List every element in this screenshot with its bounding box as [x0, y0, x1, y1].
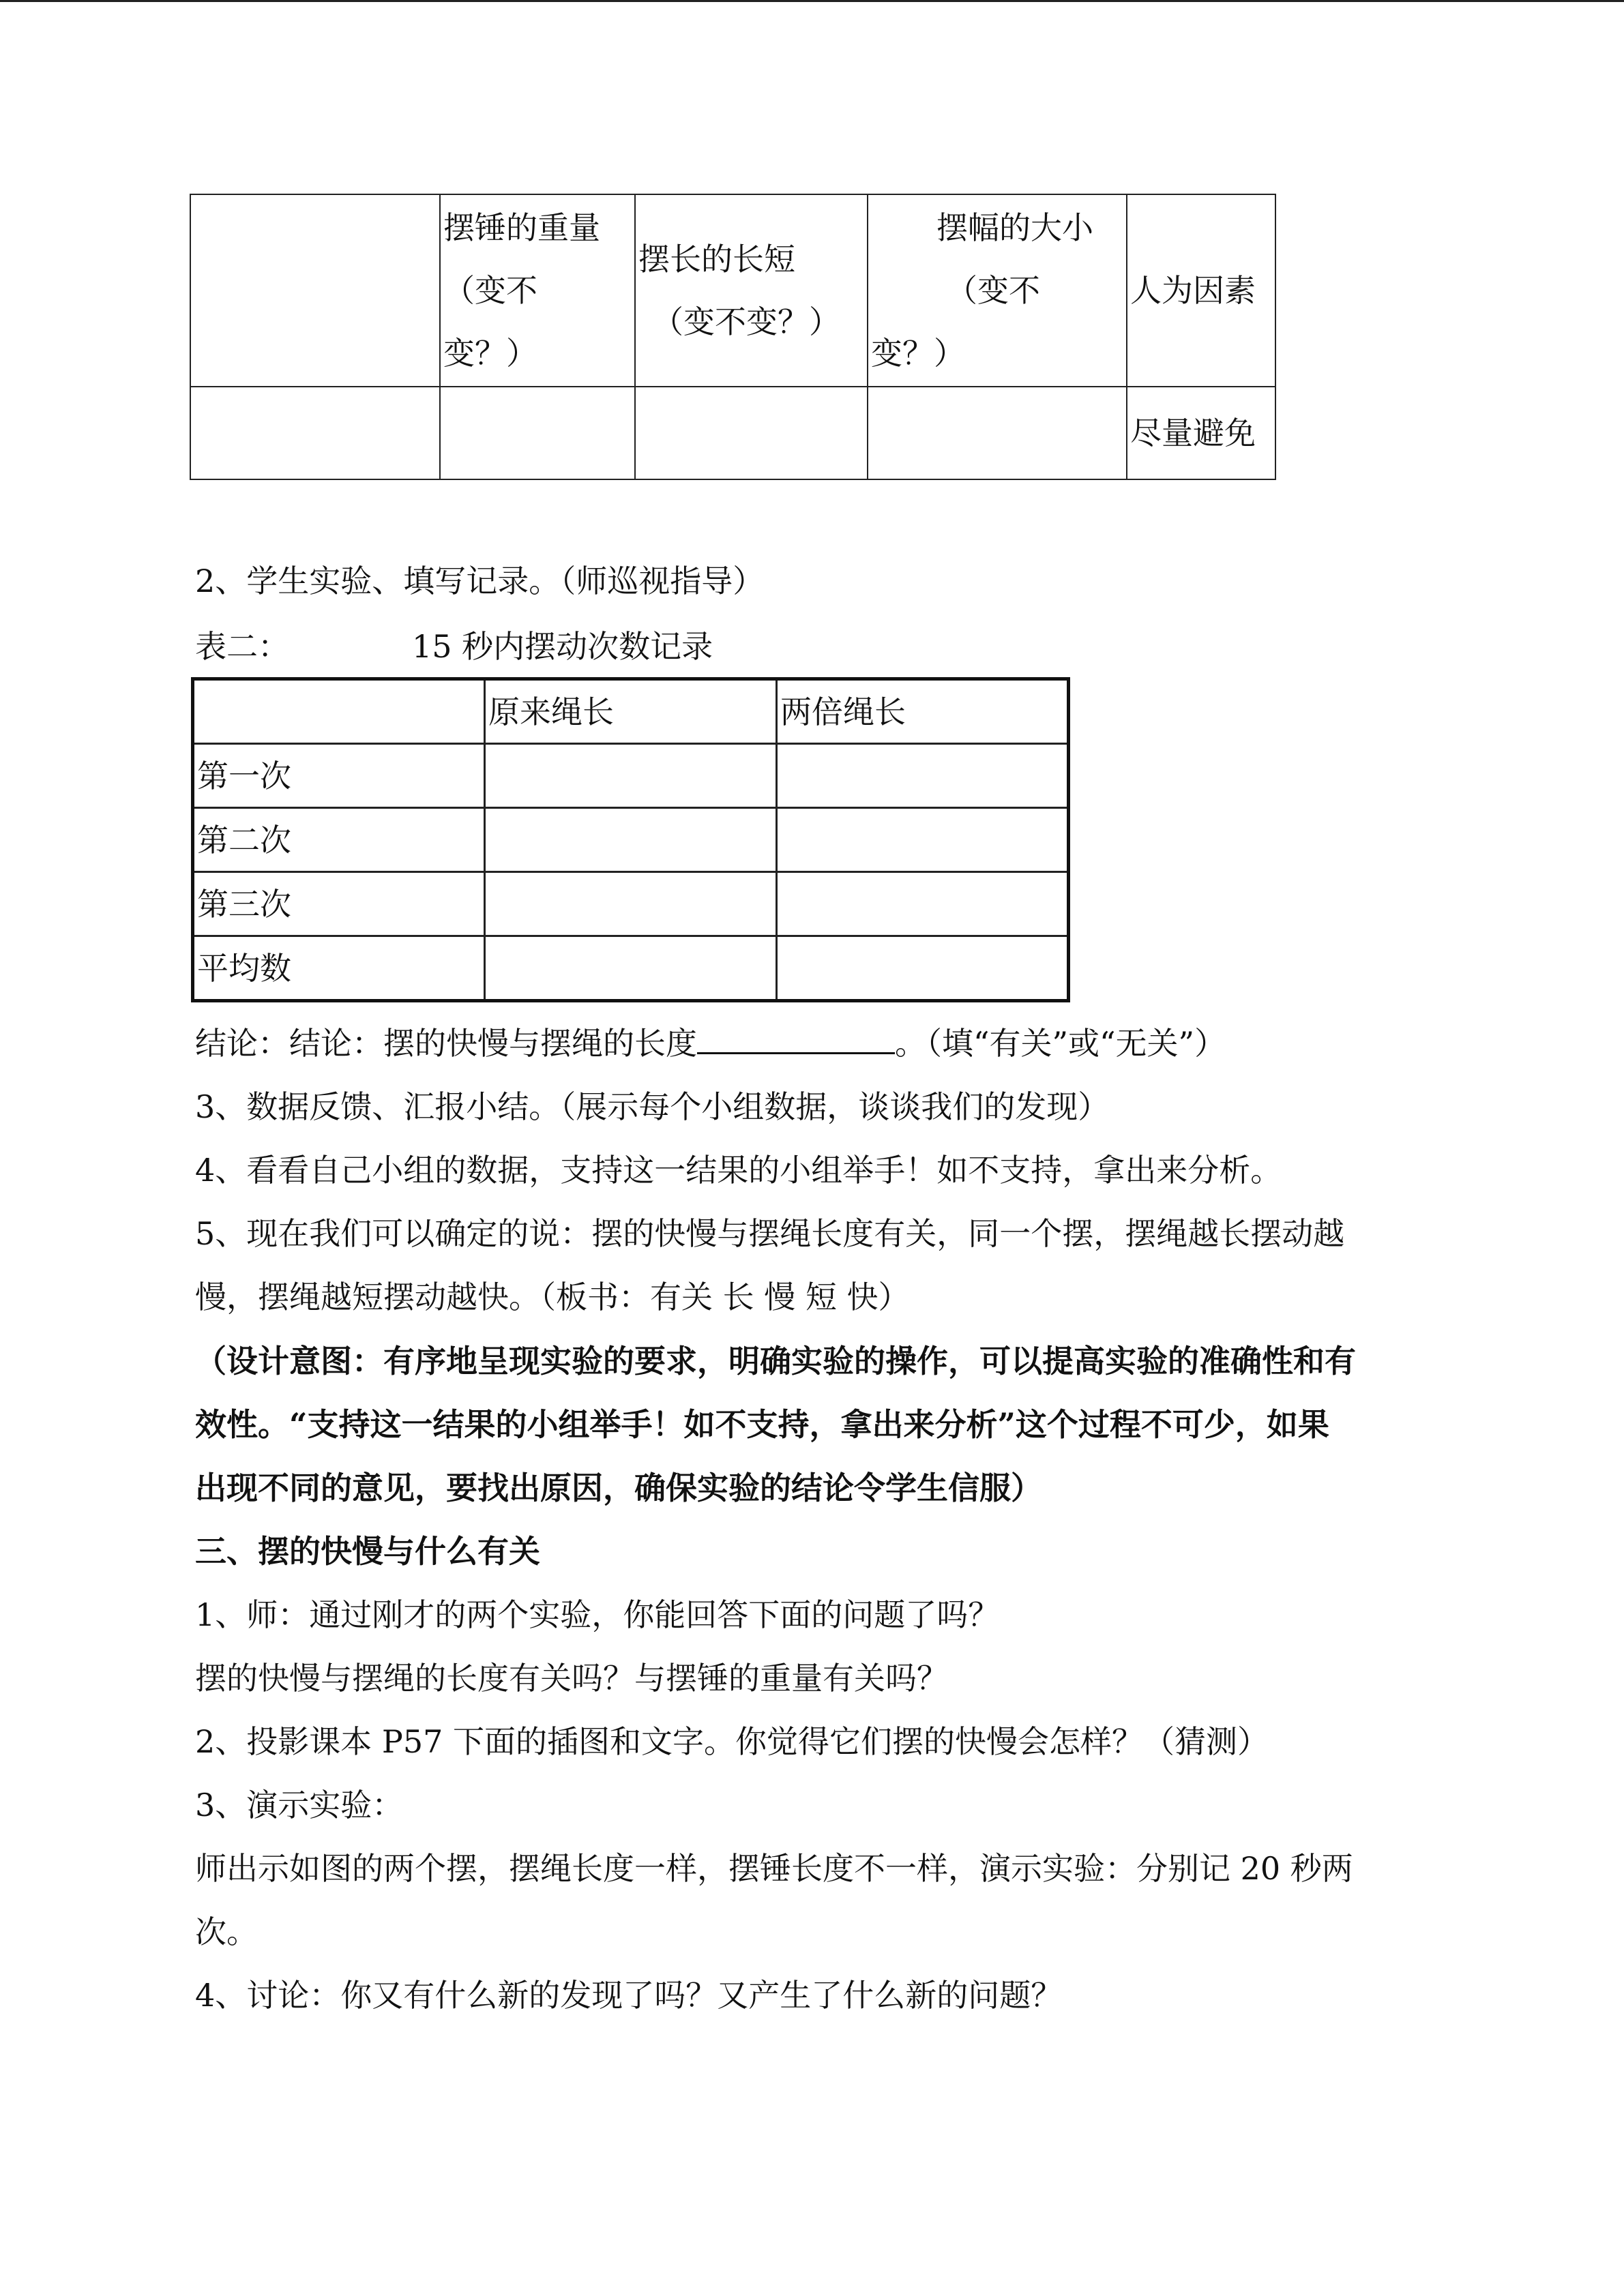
variables-table-header-cell: [190, 194, 440, 387]
table-cell: 第一次: [193, 744, 485, 808]
section-3-step-4: 4、讨论：你又有什么新的发现了吗？又产生了什么新的问题？: [195, 1977, 1063, 2014]
table-cell: [635, 387, 868, 479]
step-4-text: 4、看看自己小组的数据，支持这一结果的小组举手！如不支持，拿出来分析。: [195, 1152, 1282, 1189]
table-cell: [485, 936, 777, 1001]
variables-table-header-row: [190, 194, 1275, 387]
conclusion-suffix: 。（填“有关”或“无关”）: [895, 1025, 1226, 1062]
step-5-text-line1: 5、现在我们可以确定的说：摆的快慢与摆绳长度有关，同一个摆，摆绳越长摆动越: [195, 1215, 1345, 1252]
cell-text-line: 人为因素: [1130, 272, 1256, 309]
table-cell: [777, 808, 1069, 872]
table-row: [193, 808, 1069, 872]
cell-text-line: （变不变？）: [652, 303, 840, 340]
table-row: [193, 872, 1069, 936]
variables-table-header-cell: [635, 194, 868, 387]
table2-caption-label: 表二：: [195, 628, 289, 665]
table-cell: 尽量避免: [1127, 387, 1275, 479]
section-3-demo-line1: 师出示如图的两个摆，摆绳长度一样，摆锤长度不一样，演示实验：分别记 20 秒两: [195, 1850, 1353, 1887]
conclusion-line: [195, 1012, 1226, 1075]
step-2-text: 2、学生实验、填写记录。（师巡视指导）: [195, 563, 765, 599]
table2-caption-title: 15 秒内摆动次数记录: [412, 628, 713, 665]
page-top-border: [0, 0, 1624, 2]
step-3-text: 3、数据反馈、汇报小结。（展示每个小组数据，谈谈我们的发现）: [195, 1088, 1110, 1125]
table-header-cell: 原来绳长: [485, 679, 777, 744]
table-cell: [777, 936, 1069, 1001]
table-row: [193, 744, 1069, 808]
step-5-text-line2: 慢，摆绳越短摆动越快。（板书：有关 长 慢 短 快）: [195, 1279, 910, 1315]
cell-text-line: （变不: [946, 272, 1040, 309]
table-cell: [190, 387, 440, 479]
conclusion-prefix: 结论：结论：摆的快慢与摆绳的长度: [195, 1025, 697, 1062]
table-cell: 第二次: [193, 808, 485, 872]
swing-count-table-header-row: [193, 679, 1069, 744]
section-3-question: 摆的快慢与摆绳的长度有关吗？与摆锤的重量有关吗？: [195, 1660, 948, 1697]
cell-text-line: 变？）: [443, 335, 537, 372]
variables-table-header-cell: [868, 194, 1127, 387]
table-cell: 第三次: [193, 872, 485, 936]
table-row: [193, 936, 1069, 1001]
section-3-step-1: 1、师：通过刚才的两个实验，你能回答下面的问题了吗？: [195, 1596, 1000, 1633]
table-cell: [485, 808, 777, 872]
cell-text-line: 摆长的长短: [638, 241, 795, 278]
section-3-heading: 三、摆的快慢与什么有关: [195, 1533, 540, 1570]
cell-text-line: （变不: [443, 272, 537, 309]
variables-table-header-cell: [440, 194, 635, 387]
table-cell: [440, 387, 635, 479]
section-3-step-3: 3、演示实验：: [195, 1787, 404, 1823]
table-header-cell: [193, 679, 485, 744]
section-3-step-2: 2、投影课本 P57 下面的插图和文字。你觉得它们摆的快慢会怎样？（猜测）: [195, 1723, 1269, 1760]
table-cell: [777, 744, 1069, 808]
variables-table-row: [190, 387, 1275, 479]
table-cell: [777, 872, 1069, 936]
table-cell: [868, 387, 1127, 479]
variables-table: [190, 194, 1276, 480]
design-intent-line3: 出现不同的意见，要找出原因，确保实验的结论令学生信服）: [195, 1470, 1042, 1506]
cell-text-line: 变？）: [871, 335, 965, 372]
design-intent-line2: 效性。“支持这一结果的小组举手！如不支持，拿出来分析”这个过程不可少，如果: [195, 1406, 1329, 1443]
table2-caption: [195, 619, 713, 674]
design-intent-line1: （设计意图：有序地呈现实验的要求，明确实验的操作，可以提高实验的准确性和有: [195, 1343, 1356, 1380]
section-3-demo-line2: 次。: [195, 1913, 258, 1950]
cell-text-line: 摆幅的大小: [936, 209, 1093, 246]
table-header-cell: 两倍绳长: [777, 679, 1069, 744]
variables-table-header-cell: [1127, 194, 1275, 387]
table-cell: 平均数: [193, 936, 485, 1001]
fill-in-blank[interactable]: [697, 1018, 895, 1054]
table-cell: [485, 744, 777, 808]
cell-text-line: 摆锤的重量: [443, 209, 600, 246]
swing-count-table: [191, 677, 1070, 1002]
table-cell: [485, 872, 777, 936]
